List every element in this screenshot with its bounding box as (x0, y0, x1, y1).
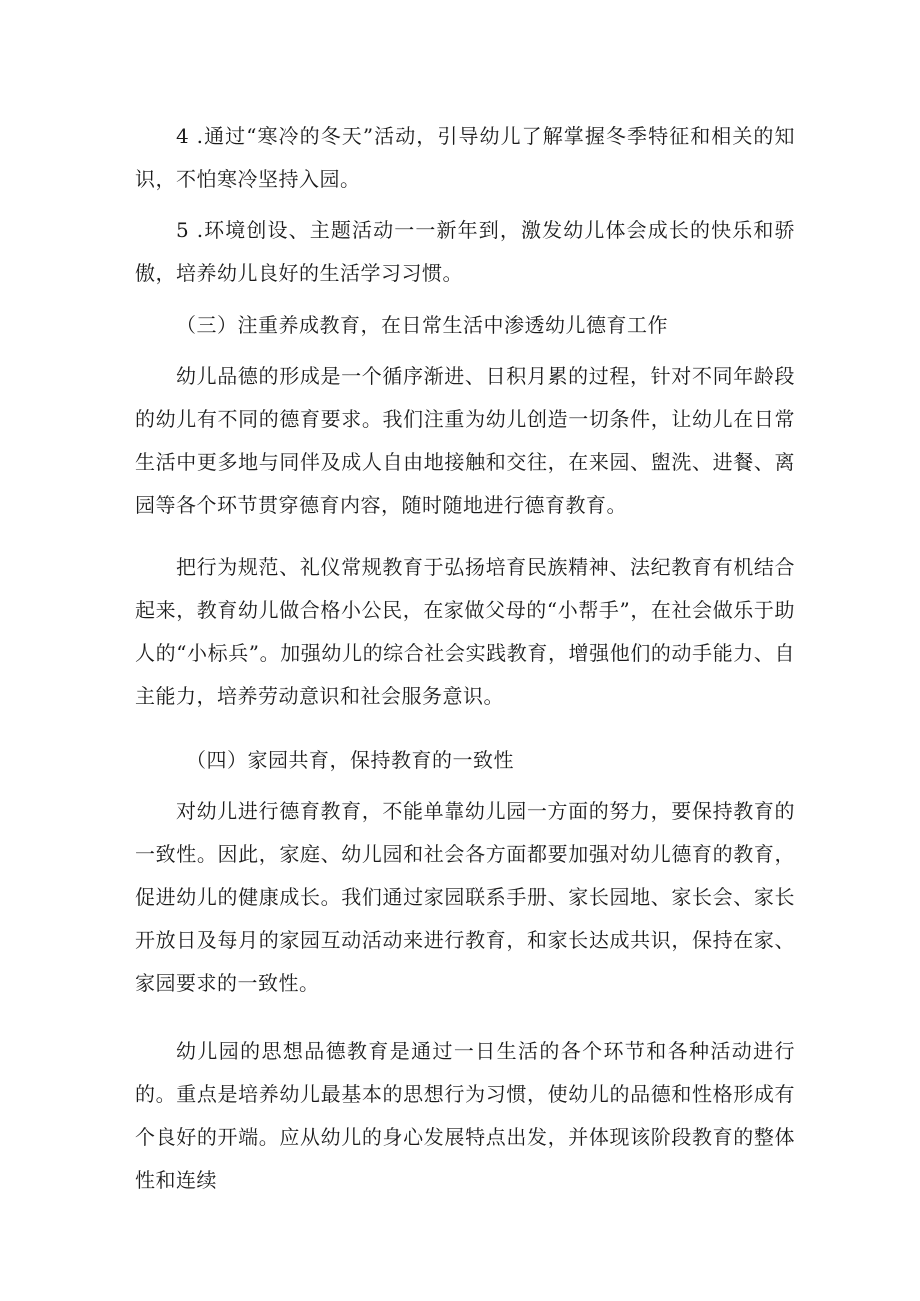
item-5: 5 .环境创设、主题活动一一新年到，激发幼儿体会成长的快乐和骄傲，培养幼儿良好的生活学习习惯。 (135, 218, 795, 285)
section-heading-3: （三）注重养成教育，在日常生活中渗透幼儿德育工作 (176, 313, 668, 337)
block-heading4 (186, 739, 846, 782)
paragraph-moral-formation: 幼儿品德的形成是一个循序渐进、日积月累的过程，针对不同年龄段的幼儿有不同的德育要求。我们注重为幼儿创造一切条件，让幼儿在日常生活中更多地与同伴及成人自由地接触和交往，在来园、盥洗、进餐、离园等各个环节贯穿德育内容，随时随地进行德育教育。 (135, 364, 795, 517)
item-4: 4 .通过“寒冷的冬天”活动，引导幼儿了解掌握冬季特征和相关的知识，不怕寒冷坚持入园。 (135, 124, 795, 191)
paragraph-behavior-norms: 把行为规范、礼仪常规教育于弘扬培育民族精神、法纪教育有机结合起来，教育幼儿做合格小公民，在家做父母的“小帮手”，在社会做乐于助人的“小标兵”。加强幼儿的综合社会实践教育，增强他们的动手能力、自主能力，培养劳动意识和社会服务意识。 (135, 555, 795, 708)
paragraph-summary: 幼儿园的思想品德教育是通过一日生活的各个环节和各种活动进行的。重点是培养幼儿最基本的思想行为习惯，使幼儿的品德和性格形成有个良好的开端。应从幼儿的身心发展特点出发，并体现该阶段教育的整体性和连续 (135, 1039, 795, 1192)
block-item5 (135, 209, 795, 295)
block-para-summary (135, 1030, 795, 1202)
block-para-moral (135, 355, 795, 527)
section-heading-4: （四）家园共育，保持教育的一致性 (186, 748, 514, 772)
block-heading3 (176, 304, 836, 347)
paragraph-family-coeducation: 对幼儿进行德育教育，不能单靠幼儿园一方面的努力，要保持教育的一致性。因此，家庭、幼儿园和社会各方面都要加强对幼儿德育的教育，促进幼儿的健康成长。我们通过家园联系手册、家长园地、家长会、家长开放日及每月的家园互动活动来进行教育，和家长达成共识，保持在家、家园要求的一致性。 (135, 799, 795, 995)
block-para-family (135, 790, 795, 1005)
block-item4 (135, 115, 795, 201)
block-para-behavior (135, 546, 795, 718)
